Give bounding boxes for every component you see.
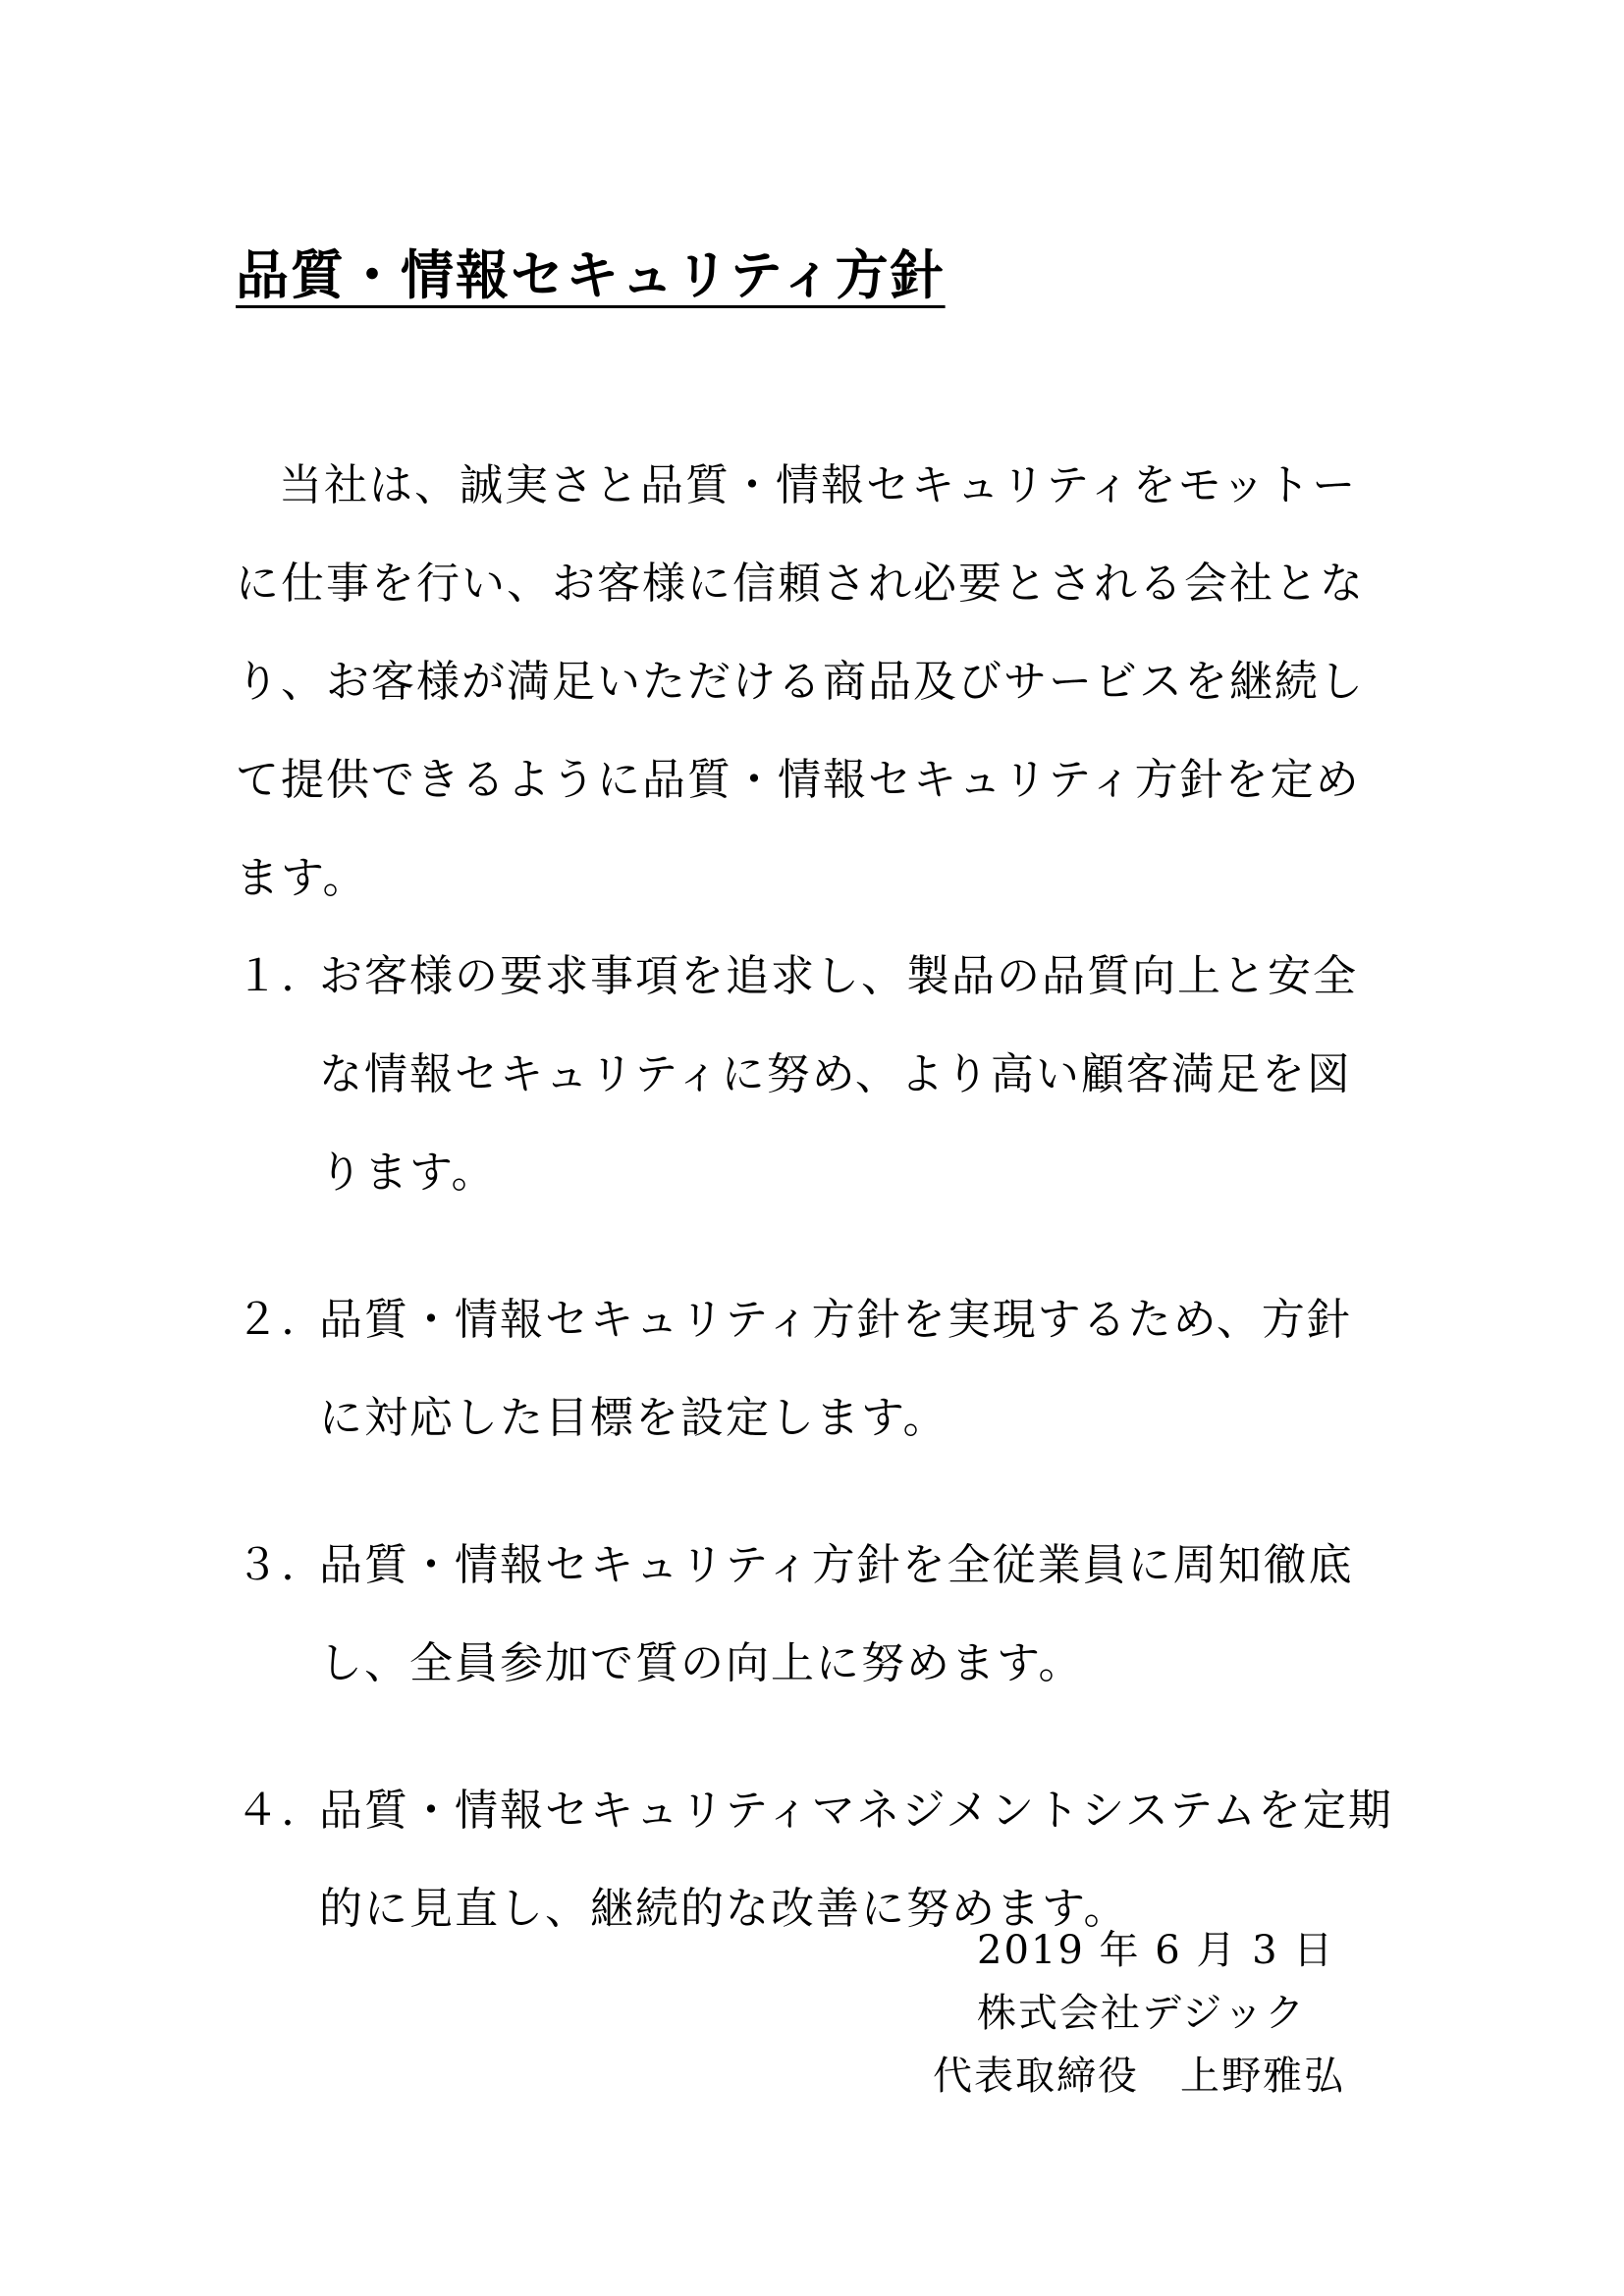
policy-number: １. <box>236 951 297 1001</box>
intro-paragraph: 当社は、誠実さと品質・情報セキュリティをモットーに仕事を行い、お客様に信頼され必要とされる会社となり、お客様が満足いただける商品及びサービスを継続して提供できるように品質・情報セキュリティ方針を定めます。 <box>236 460 1365 903</box>
signature-block <box>933 1919 1375 2108</box>
document-title: 品質・情報セキュリティ方針 <box>236 243 946 306</box>
policy-text: 品質・情報セキュリティ方針を全従業員に周知徹底し、全員参加で質の向上に努めます。 <box>319 1540 1354 1688</box>
policy-number: ４. <box>236 1786 297 1836</box>
policy-item <box>236 1517 1394 1713</box>
policy-number: ２. <box>236 1295 297 1345</box>
policy-item <box>236 1271 1394 1468</box>
policy-item <box>236 928 1394 1222</box>
signature-representative: 代表取締役 上野雅弘 <box>933 2054 1345 2099</box>
policy-text: お客様の要求事項を追求し、製品の品質向上と安全な情報セキュリティに努め、より高い顧客満足を図ります。 <box>319 951 1358 1198</box>
policy-number: ３. <box>236 1540 297 1590</box>
signature-date: 2019 年 6 月 3 日 <box>977 1928 1335 1973</box>
policy-text: 品質・情報セキュリティ方針を実現するため、方針に対応した目標を設定します。 <box>319 1295 1352 1443</box>
policy-list <box>236 928 1394 2007</box>
policy-text: 品質・情報セキュリティマネジメントシステムを定期的に見直し、継続的な改善に努めます。 <box>319 1786 1393 1934</box>
signature-company: 株式会社デジック <box>977 1991 1307 2036</box>
